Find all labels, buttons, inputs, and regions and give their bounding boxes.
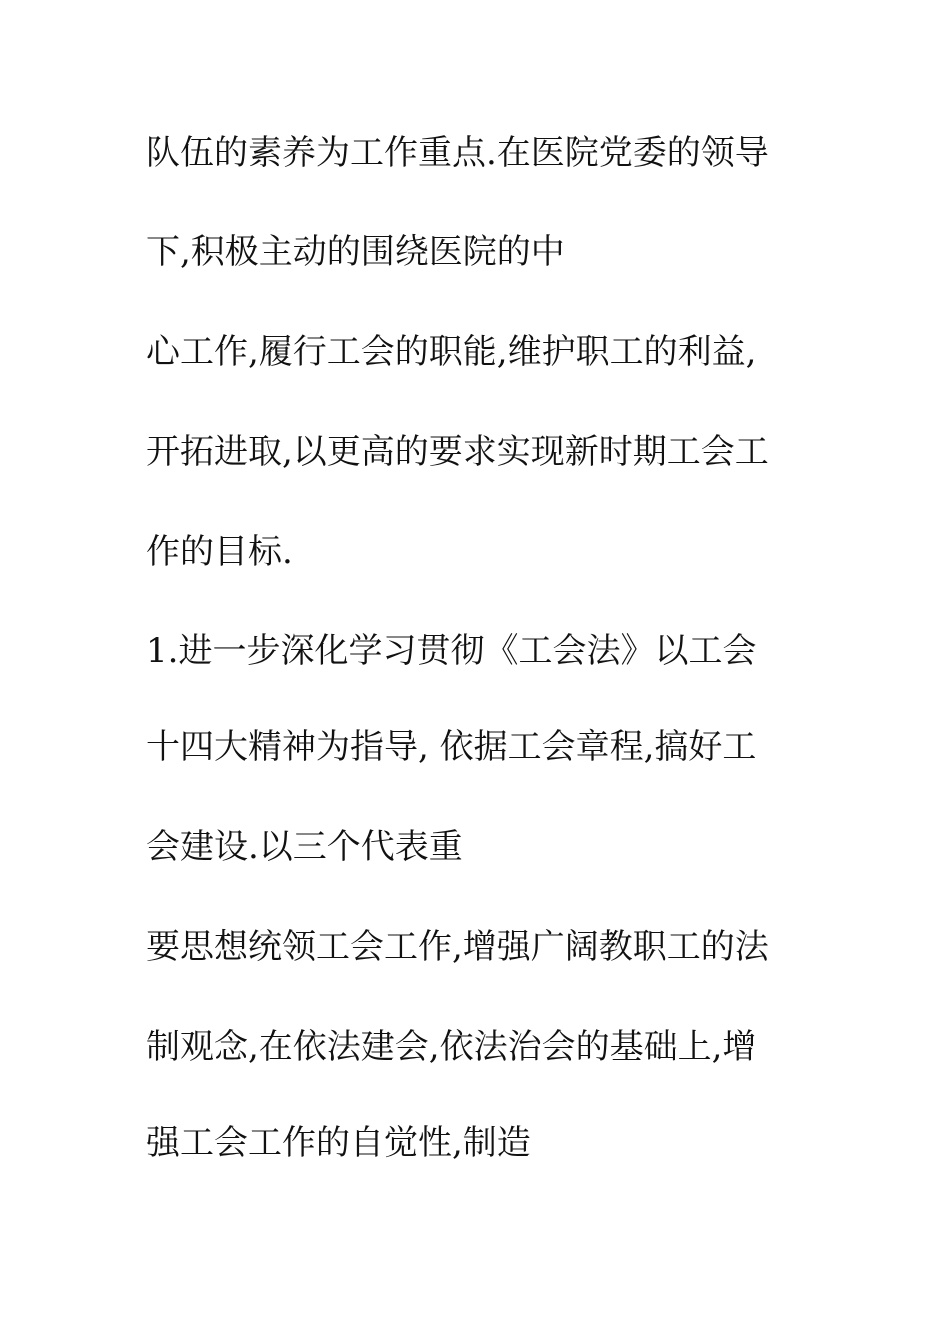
text-line-8: 会建设.以三个代表重 — [146, 827, 463, 867]
text-line-3: 心工作,履行工会的职能,维护职工的利益, — [146, 332, 757, 372]
text-line-7: 十四大精神为指导, 依据工会章程,搞好工 — [146, 727, 757, 767]
text-line-2: 下,积极主动的围绕医院的中 — [146, 232, 565, 272]
text-line-5: 作的目标. — [146, 532, 293, 572]
text-line-11: 强工会工作的自觉性,制造 — [146, 1123, 531, 1163]
text-line-6: 1.进一步深化学习贯彻《工会法》以工会 — [146, 631, 757, 671]
text-line-9: 要思想统领工会工作,增强广阔教职工的法 — [146, 927, 769, 967]
text-line-10: 制观念,在依法建会,依法治会的基础上,增 — [146, 1027, 757, 1067]
text-line-1: 队伍的素养为工作重点.在医院党委的领导 — [146, 133, 769, 173]
text-line-4: 开拓进取,以更高的要求实现新时期工会工 — [146, 432, 769, 472]
